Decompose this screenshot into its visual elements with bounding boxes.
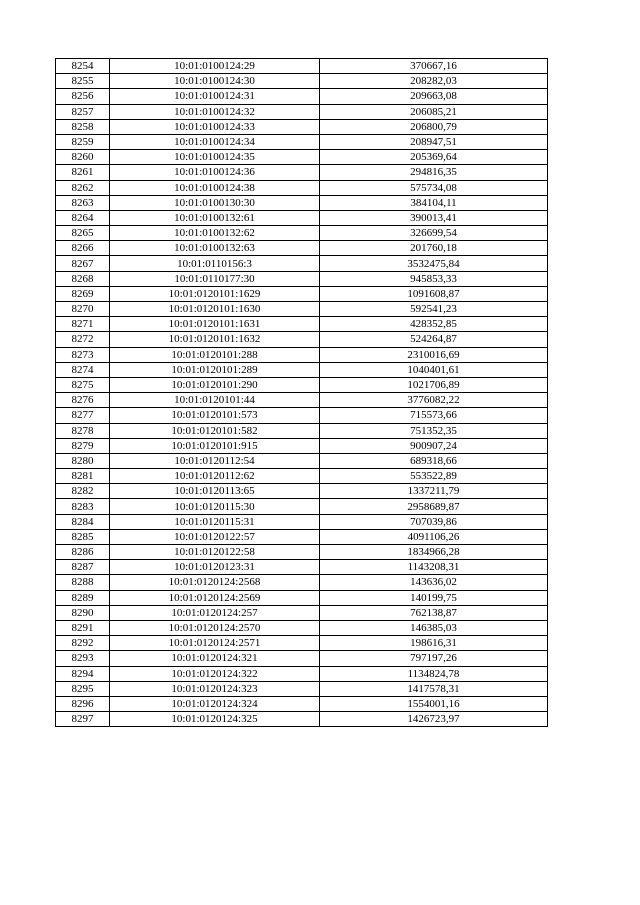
table-row (56, 150, 548, 165)
row-number-cell: 8273 (56, 347, 110, 362)
row-number-cell: 8259 (56, 134, 110, 149)
cadastral-value-cell: 797197,26 (320, 651, 548, 666)
row-number-cell: 8286 (56, 545, 110, 560)
table-row (56, 514, 548, 529)
cadastral-value-cell: 762138,87 (320, 605, 548, 620)
cadastral-number-cell: 10:01:0120124:2571 (110, 636, 320, 651)
row-number-cell: 8275 (56, 377, 110, 392)
cadastral-value-cell: 206085,21 (320, 104, 548, 119)
cadastral-value-cell: 575734,08 (320, 180, 548, 195)
row-number-cell: 8269 (56, 286, 110, 301)
row-number-cell: 8279 (56, 438, 110, 453)
table-row (56, 332, 548, 347)
table-row (56, 469, 548, 484)
table-row (56, 59, 548, 74)
table-row (56, 696, 548, 711)
table-row (56, 605, 548, 620)
cadastral-value-cell: 900907,24 (320, 438, 548, 453)
table-row (56, 195, 548, 210)
table-row (56, 636, 548, 651)
cadastral-value-cell: 1337211,79 (320, 484, 548, 499)
cadastral-number-cell: 10:01:0120112:54 (110, 453, 320, 468)
cadastral-value-cell: 3532475,84 (320, 256, 548, 271)
cadastral-value-cell: 3776082,22 (320, 393, 548, 408)
cadastral-number-cell: 10:01:0100124:31 (110, 89, 320, 104)
table-row (56, 165, 548, 180)
cadastral-value-cell: 715573,66 (320, 408, 548, 423)
row-number-cell: 8277 (56, 408, 110, 423)
row-number-cell: 8266 (56, 241, 110, 256)
table-row (56, 210, 548, 225)
table-row (56, 620, 548, 635)
row-number-cell: 8284 (56, 514, 110, 529)
cadastral-number-cell: 10:01:0120115:31 (110, 514, 320, 529)
row-number-cell: 8288 (56, 575, 110, 590)
row-number-cell: 8254 (56, 59, 110, 74)
table-row (56, 226, 548, 241)
row-number-cell: 8285 (56, 529, 110, 544)
row-number-cell: 8291 (56, 620, 110, 635)
table-row (56, 180, 548, 195)
cadastral-number-cell: 10:01:0120101:290 (110, 377, 320, 392)
cadastral-number-cell: 10:01:0120112:62 (110, 469, 320, 484)
cadastral-value-table (55, 58, 548, 727)
row-number-cell: 8287 (56, 560, 110, 575)
row-number-cell: 8281 (56, 469, 110, 484)
cadastral-value-cell: 294816,35 (320, 165, 548, 180)
cadastral-number-cell: 10:01:0100124:35 (110, 150, 320, 165)
table-row (56, 666, 548, 681)
cadastral-value-cell: 2958689,87 (320, 499, 548, 514)
table-row (56, 712, 548, 727)
table-row (56, 423, 548, 438)
cadastral-number-cell: 10:01:0120124:322 (110, 666, 320, 681)
table-row (56, 271, 548, 286)
cadastral-number-cell: 10:01:0110177:30 (110, 271, 320, 286)
cadastral-number-cell: 10:01:0120101:1632 (110, 332, 320, 347)
cadastral-number-cell: 10:01:0100124:38 (110, 180, 320, 195)
cadastral-value-cell: 524264,87 (320, 332, 548, 347)
cadastral-value-cell: 326699,54 (320, 226, 548, 241)
cadastral-value-cell: 707039,86 (320, 514, 548, 529)
row-number-cell: 8283 (56, 499, 110, 514)
cadastral-value-cell: 146385,03 (320, 620, 548, 635)
cadastral-value-cell: 1091608,87 (320, 286, 548, 301)
cadastral-value-cell: 209663,08 (320, 89, 548, 104)
cadastral-value-cell: 143636,02 (320, 575, 548, 590)
row-number-cell: 8261 (56, 165, 110, 180)
cadastral-number-cell: 10:01:0100124:29 (110, 59, 320, 74)
cadastral-number-cell: 10:01:0100124:30 (110, 74, 320, 89)
cadastral-value-cell: 198616,31 (320, 636, 548, 651)
cadastral-number-cell: 10:01:0100132:63 (110, 241, 320, 256)
table-row (56, 408, 548, 423)
table-body (56, 59, 548, 727)
cadastral-number-cell: 10:01:0120124:323 (110, 681, 320, 696)
cadastral-number-cell: 10:01:0120124:321 (110, 651, 320, 666)
cadastral-value-cell: 208282,03 (320, 74, 548, 89)
cadastral-number-cell: 10:01:0110156:3 (110, 256, 320, 271)
row-number-cell: 8282 (56, 484, 110, 499)
table-row (56, 545, 548, 560)
cadastral-value-cell: 1021706,89 (320, 377, 548, 392)
cadastral-value-cell: 390013,41 (320, 210, 548, 225)
cadastral-number-cell: 10:01:0120101:1629 (110, 286, 320, 301)
table-row (56, 681, 548, 696)
row-number-cell: 8265 (56, 226, 110, 241)
table-row (56, 438, 548, 453)
row-number-cell: 8260 (56, 150, 110, 165)
cadastral-number-cell: 10:01:0120101:44 (110, 393, 320, 408)
cadastral-number-cell: 10:01:0120115:30 (110, 499, 320, 514)
cadastral-value-cell: 751352,35 (320, 423, 548, 438)
cadastral-value-cell: 592541,23 (320, 302, 548, 317)
cadastral-number-cell: 10:01:0120123:31 (110, 560, 320, 575)
cadastral-value-cell: 2310016,69 (320, 347, 548, 362)
cadastral-number-cell: 10:01:0120101:582 (110, 423, 320, 438)
table-row (56, 499, 548, 514)
table-row (56, 241, 548, 256)
row-number-cell: 8263 (56, 195, 110, 210)
row-number-cell: 8293 (56, 651, 110, 666)
cadastral-value-cell: 1134824,78 (320, 666, 548, 681)
cadastral-number-cell: 10:01:0120101:1630 (110, 302, 320, 317)
row-number-cell: 8278 (56, 423, 110, 438)
cadastral-value-cell: 1143208,31 (320, 560, 548, 575)
cadastral-value-cell: 428352,85 (320, 317, 548, 332)
cadastral-value-cell: 1417578,31 (320, 681, 548, 696)
row-number-cell: 8296 (56, 696, 110, 711)
cadastral-number-cell: 10:01:0120101:573 (110, 408, 320, 423)
row-number-cell: 8258 (56, 119, 110, 134)
cadastral-number-cell: 10:01:0120113:65 (110, 484, 320, 499)
table-row (56, 256, 548, 271)
row-number-cell: 8274 (56, 362, 110, 377)
row-number-cell: 8270 (56, 302, 110, 317)
row-number-cell: 8292 (56, 636, 110, 651)
row-number-cell: 8271 (56, 317, 110, 332)
row-number-cell: 8295 (56, 681, 110, 696)
cadastral-number-cell: 10:01:0100124:36 (110, 165, 320, 180)
cadastral-number-cell: 10:01:0100124:32 (110, 104, 320, 119)
row-number-cell: 8267 (56, 256, 110, 271)
row-number-cell: 8272 (56, 332, 110, 347)
cadastral-value-cell: 206800,79 (320, 119, 548, 134)
table-row (56, 453, 548, 468)
cadastral-value-cell: 370667,16 (320, 59, 548, 74)
cadastral-value-cell: 140199,75 (320, 590, 548, 605)
cadastral-value-cell: 1554001,16 (320, 696, 548, 711)
row-number-cell: 8262 (56, 180, 110, 195)
cadastral-value-cell: 205369,64 (320, 150, 548, 165)
cadastral-number-cell: 10:01:0120124:324 (110, 696, 320, 711)
table-row (56, 377, 548, 392)
table-row (56, 484, 548, 499)
cadastral-number-cell: 10:01:0120124:257 (110, 605, 320, 620)
cadastral-value-cell: 945853,33 (320, 271, 548, 286)
cadastral-number-cell: 10:01:0100130:30 (110, 195, 320, 210)
row-number-cell: 8297 (56, 712, 110, 727)
cadastral-number-cell: 10:01:0120101:1631 (110, 317, 320, 332)
cadastral-number-cell: 10:01:0120101:289 (110, 362, 320, 377)
table-row (56, 302, 548, 317)
row-number-cell: 8264 (56, 210, 110, 225)
table-row (56, 119, 548, 134)
cadastral-number-cell: 10:01:0100124:33 (110, 119, 320, 134)
table-row (56, 134, 548, 149)
cadastral-number-cell: 10:01:0100124:34 (110, 134, 320, 149)
cadastral-number-cell: 10:01:0120124:2569 (110, 590, 320, 605)
cadastral-value-cell: 208947,51 (320, 134, 548, 149)
row-number-cell: 8257 (56, 104, 110, 119)
row-number-cell: 8276 (56, 393, 110, 408)
cadastral-value-cell: 553522,89 (320, 469, 548, 484)
table-row (56, 347, 548, 362)
cadastral-value-cell: 4091106,26 (320, 529, 548, 544)
row-number-cell: 8289 (56, 590, 110, 605)
row-number-cell: 8268 (56, 271, 110, 286)
table-row (56, 286, 548, 301)
row-number-cell: 8290 (56, 605, 110, 620)
row-number-cell: 8280 (56, 453, 110, 468)
cadastral-value-cell: 689318,66 (320, 453, 548, 468)
cadastral-number-cell: 10:01:0100132:61 (110, 210, 320, 225)
table-row (56, 362, 548, 377)
table-row (56, 651, 548, 666)
table-row (56, 560, 548, 575)
table-row (56, 317, 548, 332)
cadastral-number-cell: 10:01:0120101:915 (110, 438, 320, 453)
row-number-cell: 8256 (56, 89, 110, 104)
cadastral-number-cell: 10:01:0120101:288 (110, 347, 320, 362)
table-row (56, 393, 548, 408)
table-row (56, 89, 548, 104)
cadastral-number-cell: 10:01:0100132:62 (110, 226, 320, 241)
cadastral-value-cell: 1834966,28 (320, 545, 548, 560)
row-number-cell: 8294 (56, 666, 110, 681)
table-row (56, 529, 548, 544)
cadastral-number-cell: 10:01:0120124:2570 (110, 620, 320, 635)
cadastral-value-cell: 384104,11 (320, 195, 548, 210)
cadastral-value-cell: 1426723,97 (320, 712, 548, 727)
cadastral-number-cell: 10:01:0120124:325 (110, 712, 320, 727)
table-row (56, 104, 548, 119)
cadastral-value-cell: 201760,18 (320, 241, 548, 256)
table-row (56, 575, 548, 590)
cadastral-value-cell: 1040401,61 (320, 362, 548, 377)
table-row (56, 74, 548, 89)
cadastral-number-cell: 10:01:0120124:2568 (110, 575, 320, 590)
table-row (56, 590, 548, 605)
cadastral-number-cell: 10:01:0120122:58 (110, 545, 320, 560)
row-number-cell: 8255 (56, 74, 110, 89)
cadastral-number-cell: 10:01:0120122:57 (110, 529, 320, 544)
